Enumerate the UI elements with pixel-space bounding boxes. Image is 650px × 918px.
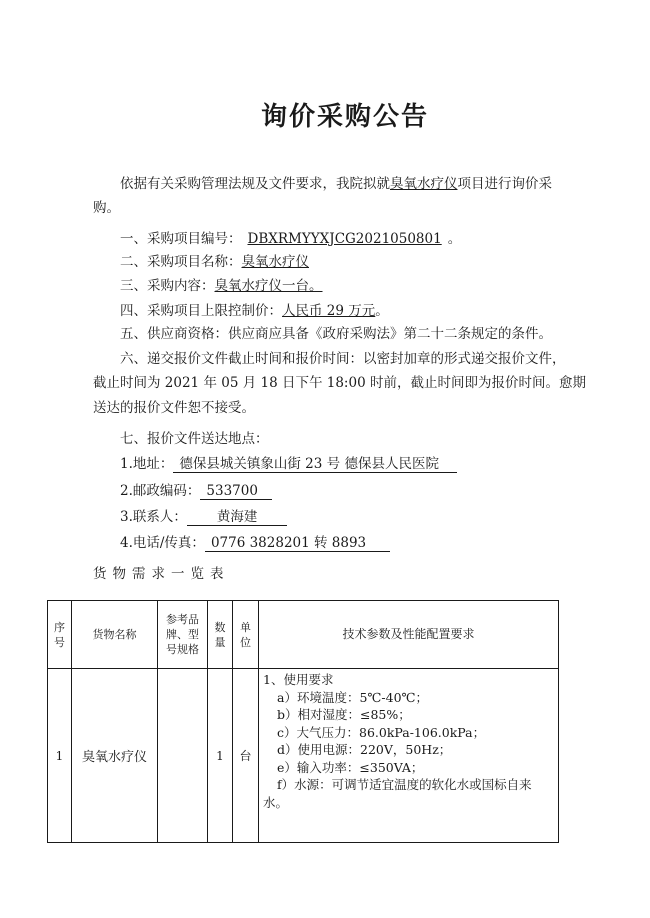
- row-unit: 台: [233, 669, 259, 843]
- postcode-value: 533700: [200, 483, 272, 500]
- phone-label: 4.电话/传真：: [120, 535, 205, 551]
- price-limit-end: 。: [375, 303, 389, 319]
- spec-line: e）输入功率：≤350VA；: [277, 759, 424, 775]
- price-limit-value: 人民币 29 万元: [282, 303, 376, 319]
- address-label: 1.地址：: [120, 456, 174, 472]
- contact-label: 3.联系人：: [120, 509, 187, 525]
- header-spec: 技术参数及性能配置要求: [259, 601, 559, 669]
- contact-value: 黄海建: [187, 509, 288, 526]
- header-unit: 单位: [233, 601, 259, 669]
- intro-prefix: 依据有关采购管理法规及文件要求，我院拟就: [120, 176, 390, 192]
- header-qty: 数量: [208, 601, 233, 669]
- table-header-row: [48, 601, 559, 669]
- project-code-label: 一、采购项目编号：: [120, 231, 242, 247]
- row-qty: 1: [208, 669, 233, 843]
- intro-paragraph: [93, 172, 561, 220]
- deadline-line-3: 送达的报价文件恕不接受。: [93, 400, 255, 416]
- postcode-label: 2.邮政编码：: [120, 483, 201, 499]
- spec-tail: 水。: [263, 794, 289, 810]
- spec-line: d）使用电源：220V，50Hz；: [277, 742, 452, 757]
- location-heading: 七、报价文件送达地点：: [120, 431, 269, 447]
- header-brand: 参考品牌、型号规格: [158, 601, 208, 669]
- row-name: 臭氧水疗仪: [72, 669, 158, 843]
- postcode: [120, 479, 590, 503]
- row-spec: [259, 669, 559, 843]
- spec-line: a）环境温度：5℃-40℃；: [277, 689, 429, 705]
- price-limit-label: 四、采购项目上限控制价：: [120, 303, 282, 319]
- deadline-line-2: 截止时间为 2021 年 05 月 18 日下午 18:00 时前，截止时间即为报价时间。愈期: [93, 375, 586, 391]
- table-row: [48, 669, 559, 843]
- spec-heading: 1、使用要求: [263, 672, 334, 687]
- project-code: [120, 227, 590, 251]
- address: [120, 452, 590, 476]
- goods-table: [47, 600, 559, 843]
- address-value: 德保县城关镇象山街 23 号 德保县人民医院: [173, 456, 457, 473]
- goods-list-title: 货物需求一览表: [93, 566, 230, 582]
- spec-line: c）大气压力：86.0kPa-106.0kPa；: [277, 724, 486, 740]
- header-name: 货物名称: [72, 601, 158, 669]
- phone-fax: [120, 531, 590, 555]
- price-limit: [120, 299, 590, 323]
- phone-value: 0776 3828201 转 8893: [205, 535, 390, 552]
- page-title: 询价采购公告: [260, 102, 429, 132]
- spec-line: b）相对湿度：≤85%；: [277, 707, 411, 722]
- deadline-line-1: 六、递交报价文件截止时间和报价时间：以密封加章的形式递交报价文件，: [120, 351, 566, 367]
- contact-person: [120, 505, 590, 529]
- purchase-content-value: 臭氧水疗仪一台。: [214, 278, 323, 294]
- project-name-label: 二、采购项目名称：: [120, 254, 242, 270]
- header-no: 序号: [48, 601, 72, 669]
- project-name: [120, 250, 590, 274]
- row-no: 1: [48, 669, 72, 843]
- spec-line: f）水源：可调节适宜温度的软化水或国标自来: [277, 777, 532, 792]
- project-name-value: 臭氧水疗仪: [241, 254, 309, 270]
- intro-project: 臭氧水疗仪: [390, 176, 458, 192]
- project-code-value: DBXRMYYXJCG2021050801: [247, 231, 442, 247]
- intro-suffix: 项目进行询价采购。: [93, 176, 552, 216]
- row-brand: [158, 669, 208, 843]
- purchase-content-label: 三、采购内容：: [120, 278, 215, 294]
- project-code-end: 。: [447, 231, 462, 247]
- supplier-qualification: 五、供应商资格：供应商应具备《政府采购法》第二十二条规定的条件。: [120, 326, 552, 342]
- purchase-content: [120, 274, 590, 298]
